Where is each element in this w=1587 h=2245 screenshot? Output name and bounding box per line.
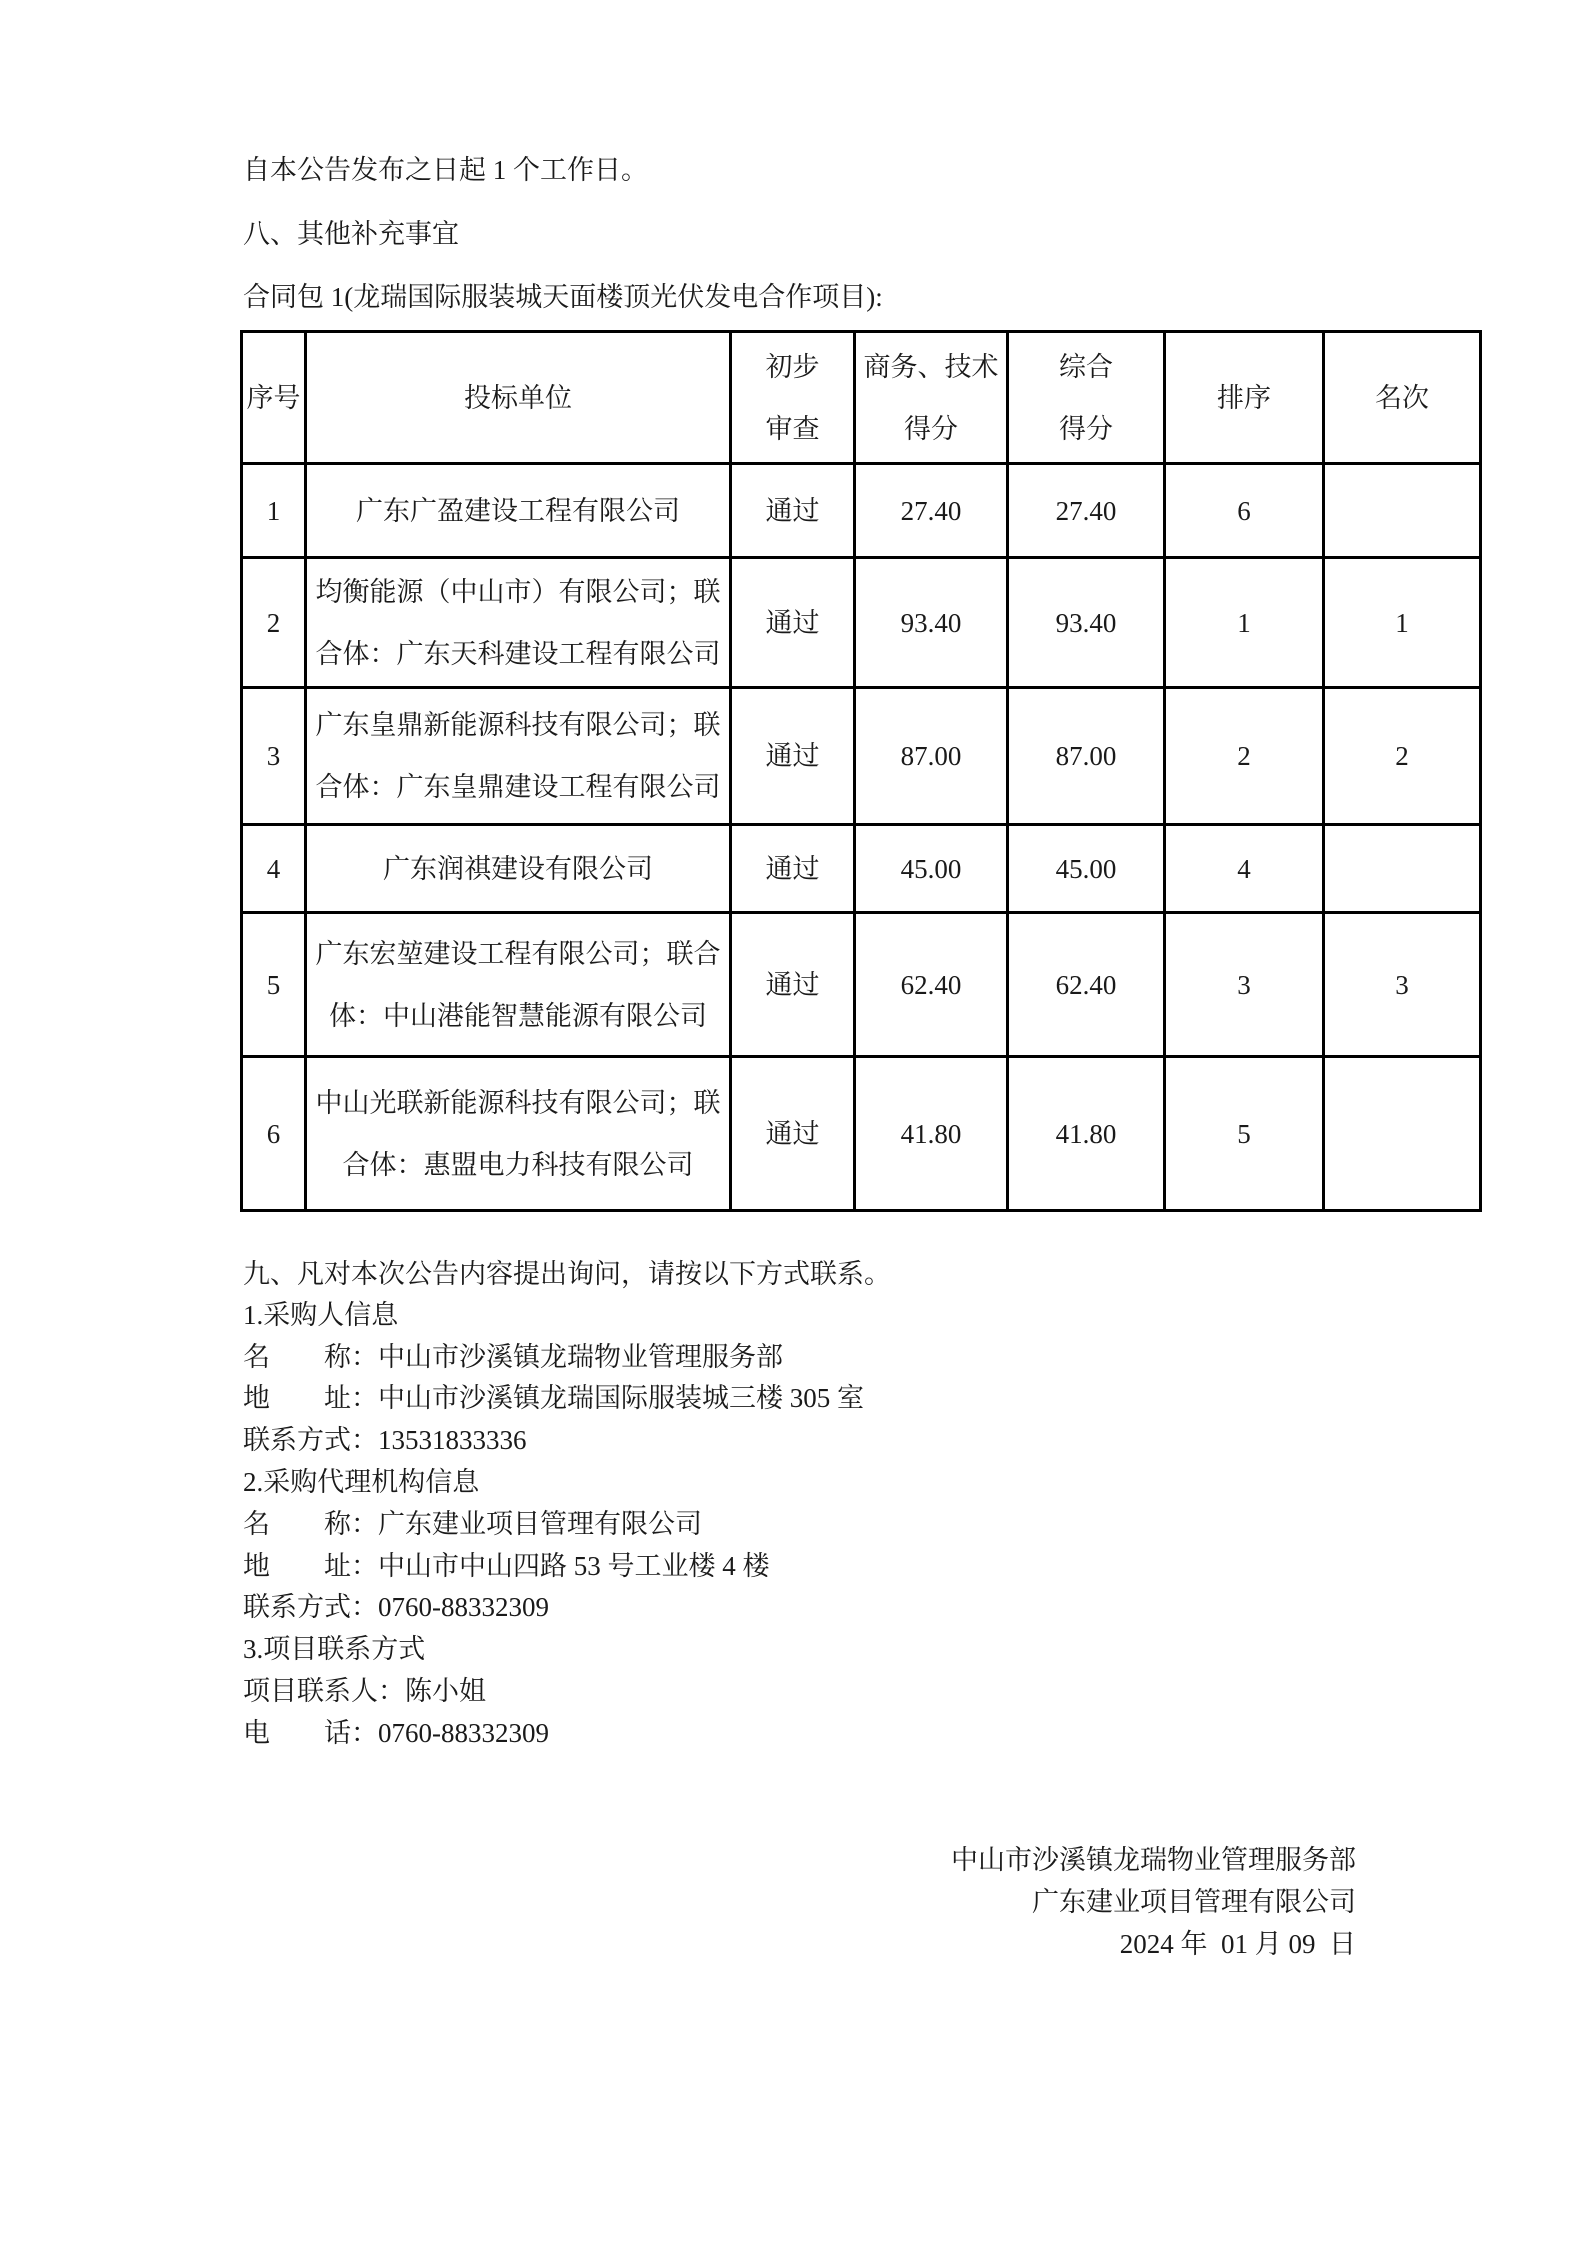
cell-no: 6 [242,1057,306,1211]
purchaser-name: 名 称：中山市沙溪镇龙瑞物业管理服务部 [243,1342,783,1372]
cell-biz-score: 27.40 [855,464,1008,558]
project-title: 3.项目联系方式 [243,1634,426,1664]
table-row [242,825,1481,913]
signature-org-1: 中山市沙溪镇龙瑞物业管理服务部 [951,1845,1356,1875]
cell-bidder [306,825,731,913]
agency-phone: 联系方式：0760-88332309 [243,1592,549,1622]
cell-bidder [306,558,731,688]
cell-no: 4 [242,825,306,913]
cell-total-score: 87.00 [1008,688,1165,825]
bidder-line-1: 广东皇鼎新能源科技有限公司；联 [315,710,721,740]
cell-order: 3 [1165,913,1324,1057]
agency-address: 地 址：中山市中山四路 53 号工业楼 4 楼 [243,1551,770,1581]
cell-review: 通过 [731,1057,855,1211]
cell-no: 2 [242,558,306,688]
table-row [242,1057,1481,1211]
agency-name: 名 称：广东建业项目管理有限公司 [243,1509,702,1539]
header-rank: 名次 [1324,332,1481,464]
table-row [242,913,1481,1057]
cell-order: 1 [1165,558,1324,688]
cell-biz-score: 93.40 [855,558,1008,688]
bidder-line-1: 中山光联新能源科技有限公司；联 [315,1087,721,1118]
cell-bidder [306,688,731,825]
cell-rank [1324,1057,1481,1211]
bidder-line-1: 广东润祺建设有限公司 [383,853,653,884]
intro-line: 自本公告发布之日起 1 个工作日。 [243,155,648,185]
purchaser-title: 1.采购人信息 [243,1300,399,1330]
signature-date: 2024 年 01 月 09 日 [1119,1929,1356,1959]
cell-no: 5 [242,913,306,1057]
section-8-title: 八、其他补充事宜 [243,219,459,249]
cell-review: 通过 [731,688,855,825]
cell-total-score: 45.00 [1008,825,1165,913]
bidder-line-1: 广东宏堃建设工程有限公司；联合 [315,938,721,969]
agency-title: 2.采购代理机构信息 [243,1467,480,1497]
cell-rank: 2 [1324,688,1481,825]
cell-order: 4 [1165,825,1324,913]
header-order: 排序 [1165,332,1324,464]
header-no: 序号 [242,332,306,464]
header-bidder: 投标单位 [306,332,731,464]
purchaser-phone: 联系方式：13531833336 [243,1425,527,1455]
header-total-score: 综合 得分 [1008,332,1165,464]
cell-biz-score: 87.00 [855,688,1008,825]
cell-rank [1324,825,1481,913]
cell-rank: 3 [1324,913,1481,1057]
table-header-row [242,332,1481,464]
cell-review: 通过 [731,825,855,913]
bidder-line-1: 广东广盈建设工程有限公司 [356,495,680,526]
project-person: 项目联系人：陈小姐 [243,1676,486,1706]
cell-total-score: 27.40 [1008,464,1165,558]
cell-rank [1324,464,1481,558]
cell-bidder [306,913,731,1057]
cell-review: 通过 [731,913,855,1057]
cell-no: 1 [242,464,306,558]
header-review: 初步 审查 [731,332,855,464]
cell-order: 2 [1165,688,1324,825]
cell-total-score: 62.40 [1008,913,1165,1057]
cell-biz-score: 41.80 [855,1057,1008,1211]
cell-rank: 1 [1324,558,1481,688]
cell-biz-score: 62.40 [855,913,1008,1057]
header-biz-score: 商务、技术 得分 [855,332,1008,464]
cell-bidder [306,464,731,558]
cell-total-score: 93.40 [1008,558,1165,688]
cell-no: 3 [242,688,306,825]
table-row [242,688,1481,825]
bidder-line-1: 均衡能源（中山市）有限公司；联 [315,576,721,607]
bidder-line-2: 体：中山港能智慧能源有限公司 [329,1000,707,1031]
purchaser-address: 地 址：中山市沙溪镇龙瑞国际服装城三楼 305 室 [243,1383,864,1413]
table-row [242,464,1481,558]
cell-order: 5 [1165,1057,1324,1211]
cell-review: 通过 [731,464,855,558]
cell-order: 6 [1165,464,1324,558]
bidder-line-2: 合体：广东皇鼎建设工程有限公司 [315,772,721,802]
contact-title: 九、凡对本次公告内容提出询问，请按以下方式联系。 [243,1259,891,1289]
project-phone: 电 话：0760-88332309 [243,1718,549,1748]
evaluation-table [240,330,1482,1212]
package-title: 合同包 1(龙瑞国际服装城天面楼顶光伏发电合作项目): [243,282,883,312]
bidder-line-2: 合体：广东天科建设工程有限公司 [315,638,721,669]
cell-biz-score: 45.00 [855,825,1008,913]
bidder-line-2: 合体：惠盟电力科技有限公司 [342,1149,694,1180]
table-row [242,558,1481,688]
cell-bidder [306,1057,731,1211]
cell-total-score: 41.80 [1008,1057,1165,1211]
cell-review: 通过 [731,558,855,688]
signature-org-2: 广东建业项目管理有限公司 [1032,1887,1356,1917]
